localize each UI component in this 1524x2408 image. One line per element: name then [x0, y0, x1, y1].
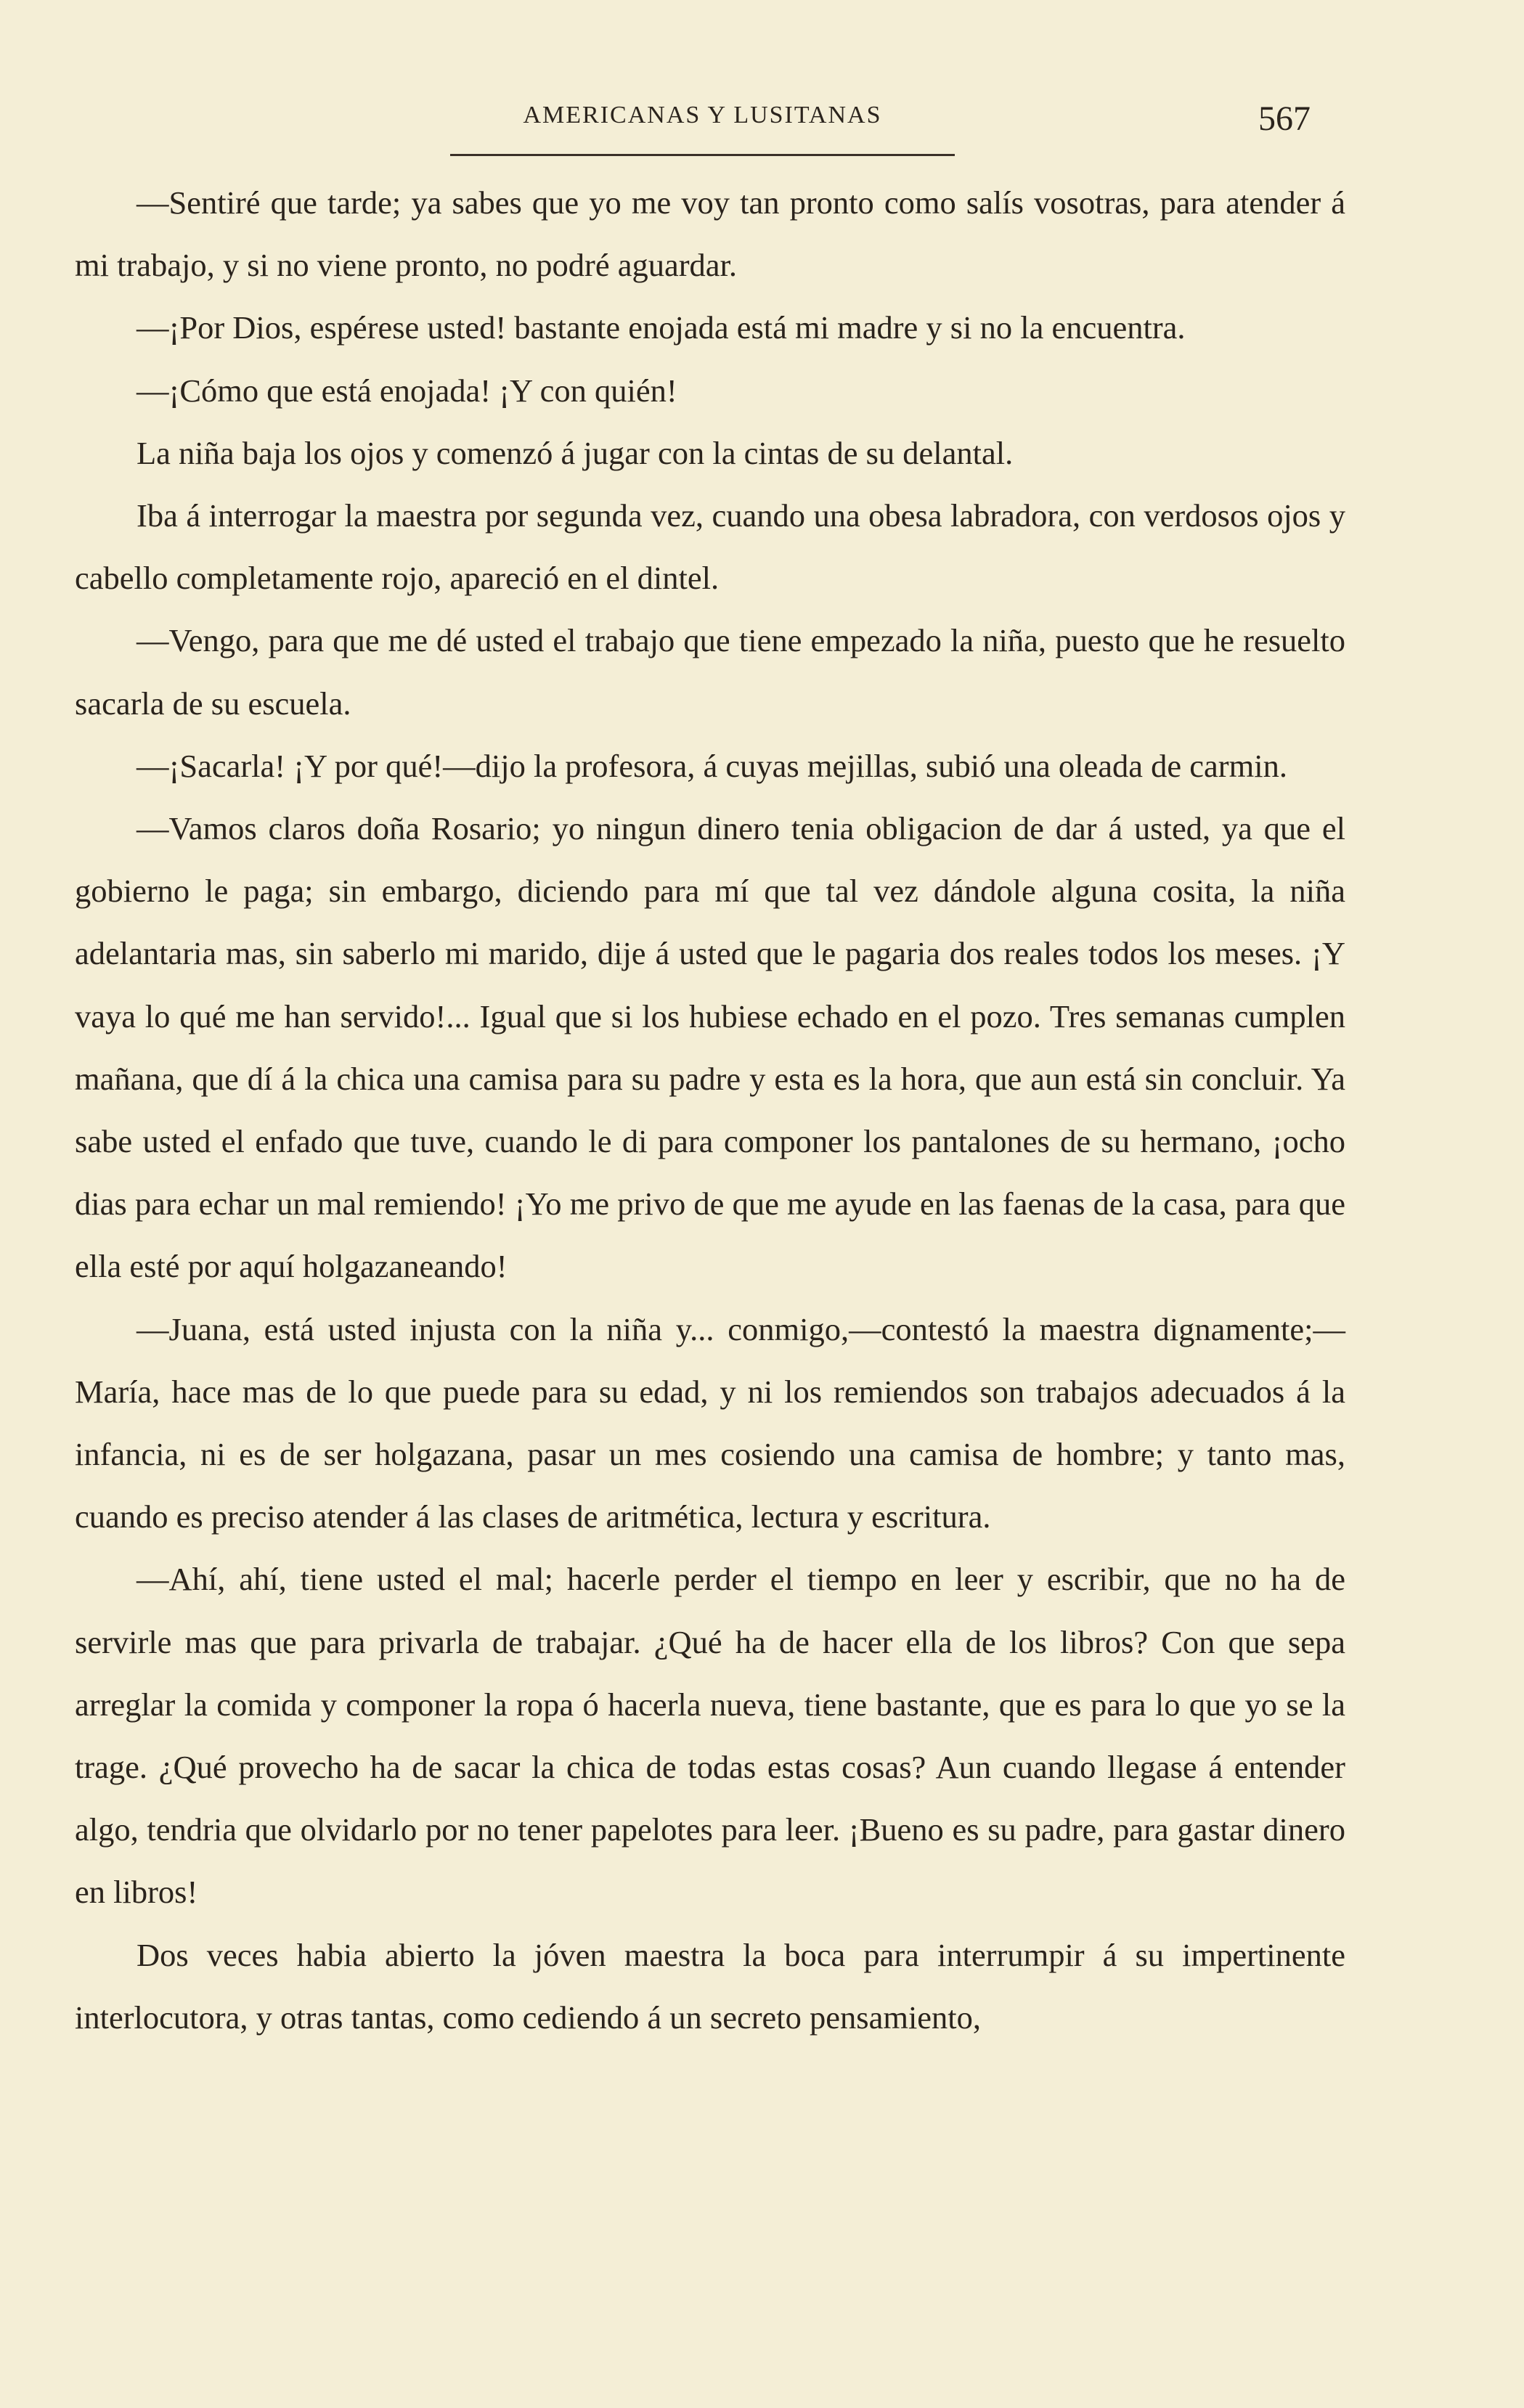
paragraph: —Vengo, para que me dé usted el trabajo que tiene empezado la niña, puesto que he resuelto sacarla de su escuela. — [75, 622, 1345, 722]
body-text — [75, 171, 1345, 2049]
paragraph: Dos veces habia abierto la jóven maestra la boca para interrumpir á su impertinente interlocutora, y otras tantas, como cediendo á un secreto pensamiento, — [75, 1936, 1345, 2036]
paragraph: —Juana, está usted injusta con la niña y... conmigo,—contestó la maestra dignamente;—María, hace mas de lo que puede para su edad, y ni los remiendos son trabajos adecuados á la infancia, ni es de ser holgazana, pasar un mes cosiendo una camisa de hombre; y tanto mas, cuando es preciso atender á las clases de aritmética, lectura y escritura. — [75, 1310, 1345, 1535]
paragraph: —¡Sacarla! ¡Y por qué!—dijo la profesora, á cuyas mejillas, subió una oleada de carmin. — [136, 747, 1287, 784]
page-number: 567 — [1258, 99, 1311, 138]
paragraph: —Sentiré que tarde; ya sabes que yo me voy tan pronto como salís vosotras, para atender á mi trabajo, y si no viene pronto, no podré aguardar. — [75, 184, 1345, 284]
paragraph: —¡Cómo que está enojada! ¡Y con quién! — [136, 372, 677, 409]
running-title: AMERICANAS Y LUSITANAS — [523, 102, 882, 128]
paragraph: —¡Por Dios, espérese usted! bastante enojada está mi madre y si no la encuentra. — [136, 309, 1186, 346]
header-rule — [450, 154, 955, 156]
paragraph: Iba á interrogar la maestra por segunda vez, cuando una obesa labradora, con verdosos ojos y cabello completamente rojo, apareció en el dintel. — [75, 497, 1345, 597]
paragraph: La niña baja los ojos y comenzó á jugar con la cintas de su delantal. — [136, 434, 1014, 471]
paragraph: —Vamos claros doña Rosario; yo ningun dinero tenia obligacion de dar á usted, ya que el gobierno le paga; sin embargo, diciendo para mí que tal vez dándole alguna cosita, la niña adelantaria mas, sin saberlo mi marido, dije á usted que le pagaria dos reales todos los meses. ¡Y vaya lo qué me han servido!... Igual que si los hubiese echado en el pozo. Tres semanas cumplen mañana, que dí á la chica una camisa para su padre y esta es la hora, que aun está sin concluir. Ya sabe usted el enfado que tuve, cuando le di para componer los pantalones de su hermano, ¡ocho dias para echar un mal remiendo! ¡Yo me privo de que me ayude en las faenas de la casa, para que ella esté por aquí holgazaneando! — [75, 810, 1345, 1285]
paragraph: —Ahí, ahí, tiene usted el mal; hacerle perder el tiempo en leer y escribir, que no ha de servirle mas que para privarla de trabajar. ¿Qué ha de hacer ella de los libros? Con que sepa arreglar la comida y componer la ropa ó hacerla nueva, tiene bastante, que es para lo que yo se la trage. ¿Qué provecho ha de sacar la chica de todas estas cosas? Aun cuando llegase á entender algo, tendria que olvidarlo por no tener papelotes para leer. ¡Bueno es su padre, para gastar dinero en libros! — [75, 1561, 1345, 1911]
